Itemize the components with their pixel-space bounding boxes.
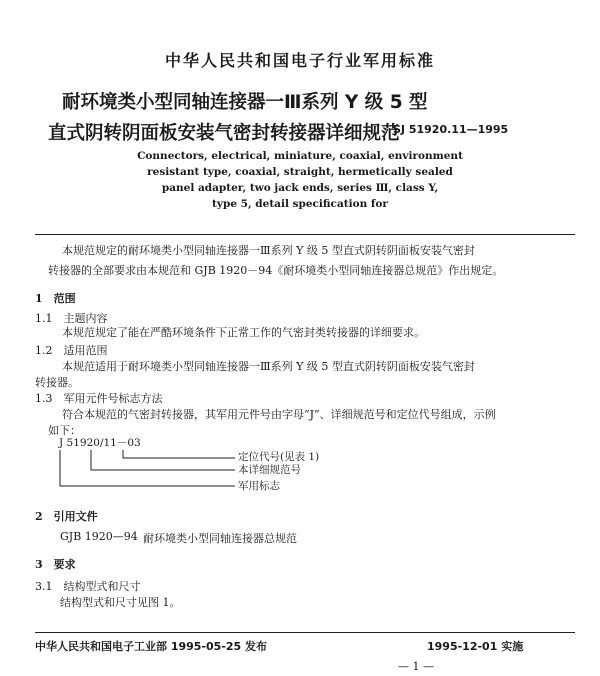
reference-code: GJB 1920—94: [60, 530, 138, 543]
reference-title: 耐环境类小型同轴连接器总规范: [143, 532, 297, 545]
english-title-line-3: panel adapter, two jack ends, series Ⅲ, class Y,: [161, 182, 439, 194]
bottom-divider: [35, 632, 575, 633]
standard-code: SJ 51920.11—1995: [393, 123, 509, 136]
effective-date: 1995-12-01 实施: [427, 640, 524, 653]
section-1-3-line-1: 符合本规范的气密封转接器，其军用元件号由字母“J”、详细规范号和定位代号组成，示例: [62, 408, 496, 421]
english-title-line-4: type 5, detail specification for: [212, 198, 388, 210]
title-line-2: 直式阴转阴面板安装气密封转接器详细规范: [48, 123, 400, 144]
section-3-1-text: 结构型式和尺寸见图 1。: [60, 596, 181, 609]
section-1-2-line-1: 本规范适用于耐环境类小型同轴连接器一Ⅲ系列 Y 级 5 型直式阴转阴面板安装气密封: [62, 360, 475, 373]
section-1-3-line-2: 如下：: [48, 424, 81, 437]
top-divider: [35, 234, 575, 235]
title-line-1: 耐环境类小型同轴连接器一Ⅲ系列 Y 级 5 型: [62, 92, 428, 113]
section-1-heading: 1 范围: [35, 292, 76, 305]
issuer: 中华人民共和国电子工业部 1995-05-25 发布: [35, 640, 268, 653]
leader-military-mark: [60, 450, 235, 486]
section-3-heading: 3 要求: [35, 558, 76, 571]
label-position-code: 定位代号(见表 1): [238, 451, 320, 463]
section-3-1-heading: 3.1 结构型式和尺寸: [35, 580, 141, 593]
leader-position-code: [123, 450, 235, 458]
section-1-1-heading: 1.1 主题内容: [35, 312, 108, 325]
intro-line-1: 本规范规定的耐环境类小型同轴连接器一Ⅲ系列 Y 级 5 型直式阴转阴面板安装气密封: [62, 244, 475, 257]
section-1-1-text: 本规范规定了能在严酷环境条件下正常工作的气密封类转接器的详细要求。: [62, 326, 425, 339]
label-military-mark: 军用标志: [238, 480, 280, 492]
english-title-line-1: Connectors, electrical, miniature, coaxial, environment: [137, 150, 463, 162]
section-1-3-heading: 1.3 军用元件号标志方法: [35, 392, 163, 405]
english-title-line-2: resistant type, coaxial, straight, hermetically sealed: [147, 166, 453, 178]
section-1-2-line-2: 转接器。: [35, 376, 79, 389]
page-number: — 1 —: [398, 660, 434, 673]
part-number-example: J 51920/11－03: [59, 437, 141, 449]
intro-line-2: 转接器的全部要求由本规范和 GJB 1920－94《耐环境类小型同轴连接器总规范》作出规定。: [48, 264, 504, 277]
label-spec-number: 本详细规范号: [238, 464, 301, 476]
leader-spec-number: [91, 450, 235, 470]
section-2-heading: 2 引用文件: [35, 510, 98, 523]
standard-header: 中华人民共和国电子行业军用标准: [164, 51, 435, 70]
part-number-diagram: [55, 448, 240, 496]
section-1-2-heading: 1.2 适用范围: [35, 344, 108, 357]
